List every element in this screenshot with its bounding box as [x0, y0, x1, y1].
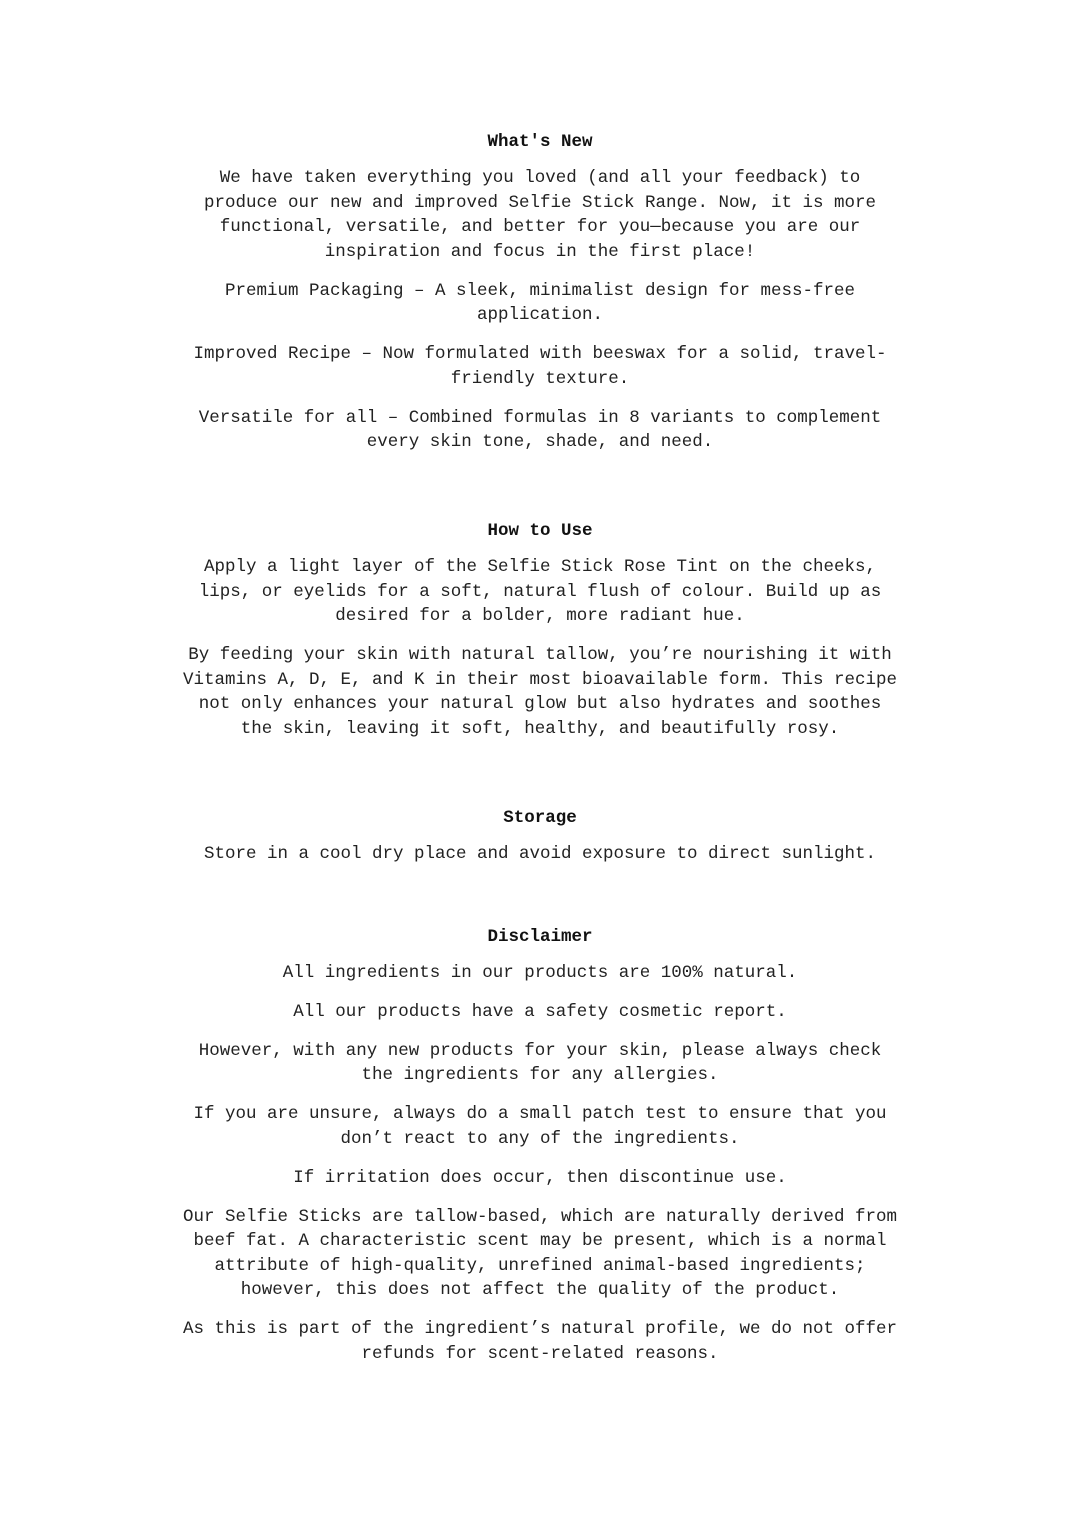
paragraph: By feeding your skin with natural tallow, you’re nourishing it with Vitamins A, D, E, and K in their most bioavailable form. This recipe not only enhances your natural glow but also hydrates and soothes the skin, leaving it soft, healthy, and beautifully rosy.: [182, 645, 898, 739]
section-how-to-use: [110, 517, 970, 741]
section-storage: [110, 804, 970, 867]
section-heading: Disclaimer: [487, 926, 593, 947]
paragraph: Store in a cool dry place and avoid exposure to direct sunlight.: [203, 843, 877, 864]
paragraph: Versatile for all – Combined formulas in 8 variants to complement every skin tone, shade, and need.: [198, 407, 882, 452]
paragraph: We have taken everything you loved (and all your feedback) to produce our new and improved Selfie Stick Range. Now, it is more functional, versatile, and better for you—because you are our inspiration and focus in the first place!: [203, 168, 877, 262]
section-heading: How to Use: [487, 521, 593, 541]
section-heading: What's New: [487, 132, 593, 152]
paragraph: However, with any new products for your skin, please always check the ingredients for any allergies.: [198, 1040, 882, 1085]
section-whats-new: [110, 128, 970, 455]
section-spacer: [110, 756, 970, 804]
section-spacer: [110, 469, 970, 517]
paragraph: All ingredients in our products are 100% natural.: [282, 962, 798, 983]
paragraph: As this is part of the ingredient’s natural profile, we do not offer refunds for scent-related reasons.: [182, 1319, 898, 1364]
section-disclaimer: [110, 923, 970, 1367]
document-page: [110, 128, 970, 1381]
paragraph: Improved Recipe – Now formulated with beeswax for a solid, travel- friendly texture.: [193, 344, 887, 389]
paragraph: Apply a light layer of the Selfie Stick Rose Tint on the cheeks, lips, or eyelids for a soft, natural flush of colour. Build up as desired for a bolder, more radiant hue.: [198, 557, 882, 626]
paragraph: If you are unsure, always do a small patch test to ensure that you don’t react to any of the ingredients.: [193, 1104, 887, 1149]
paragraph: If irritation does occur, then discontinue use.: [293, 1167, 787, 1188]
paragraph: Our Selfie Sticks are tallow-based, which are naturally derived from beef fat. A characteristic scent may be present, which is a normal attribute of high-quality, unrefined animal-based ingredients; however, this does not affect the quality of the product.: [182, 1206, 898, 1300]
section-spacer: [110, 881, 970, 923]
paragraph: Premium Packaging – A sleek, minimalist design for mess-free application.: [224, 280, 856, 325]
section-heading: Storage: [503, 807, 577, 828]
paragraph: All our products have a safety cosmetic report.: [293, 1001, 787, 1022]
